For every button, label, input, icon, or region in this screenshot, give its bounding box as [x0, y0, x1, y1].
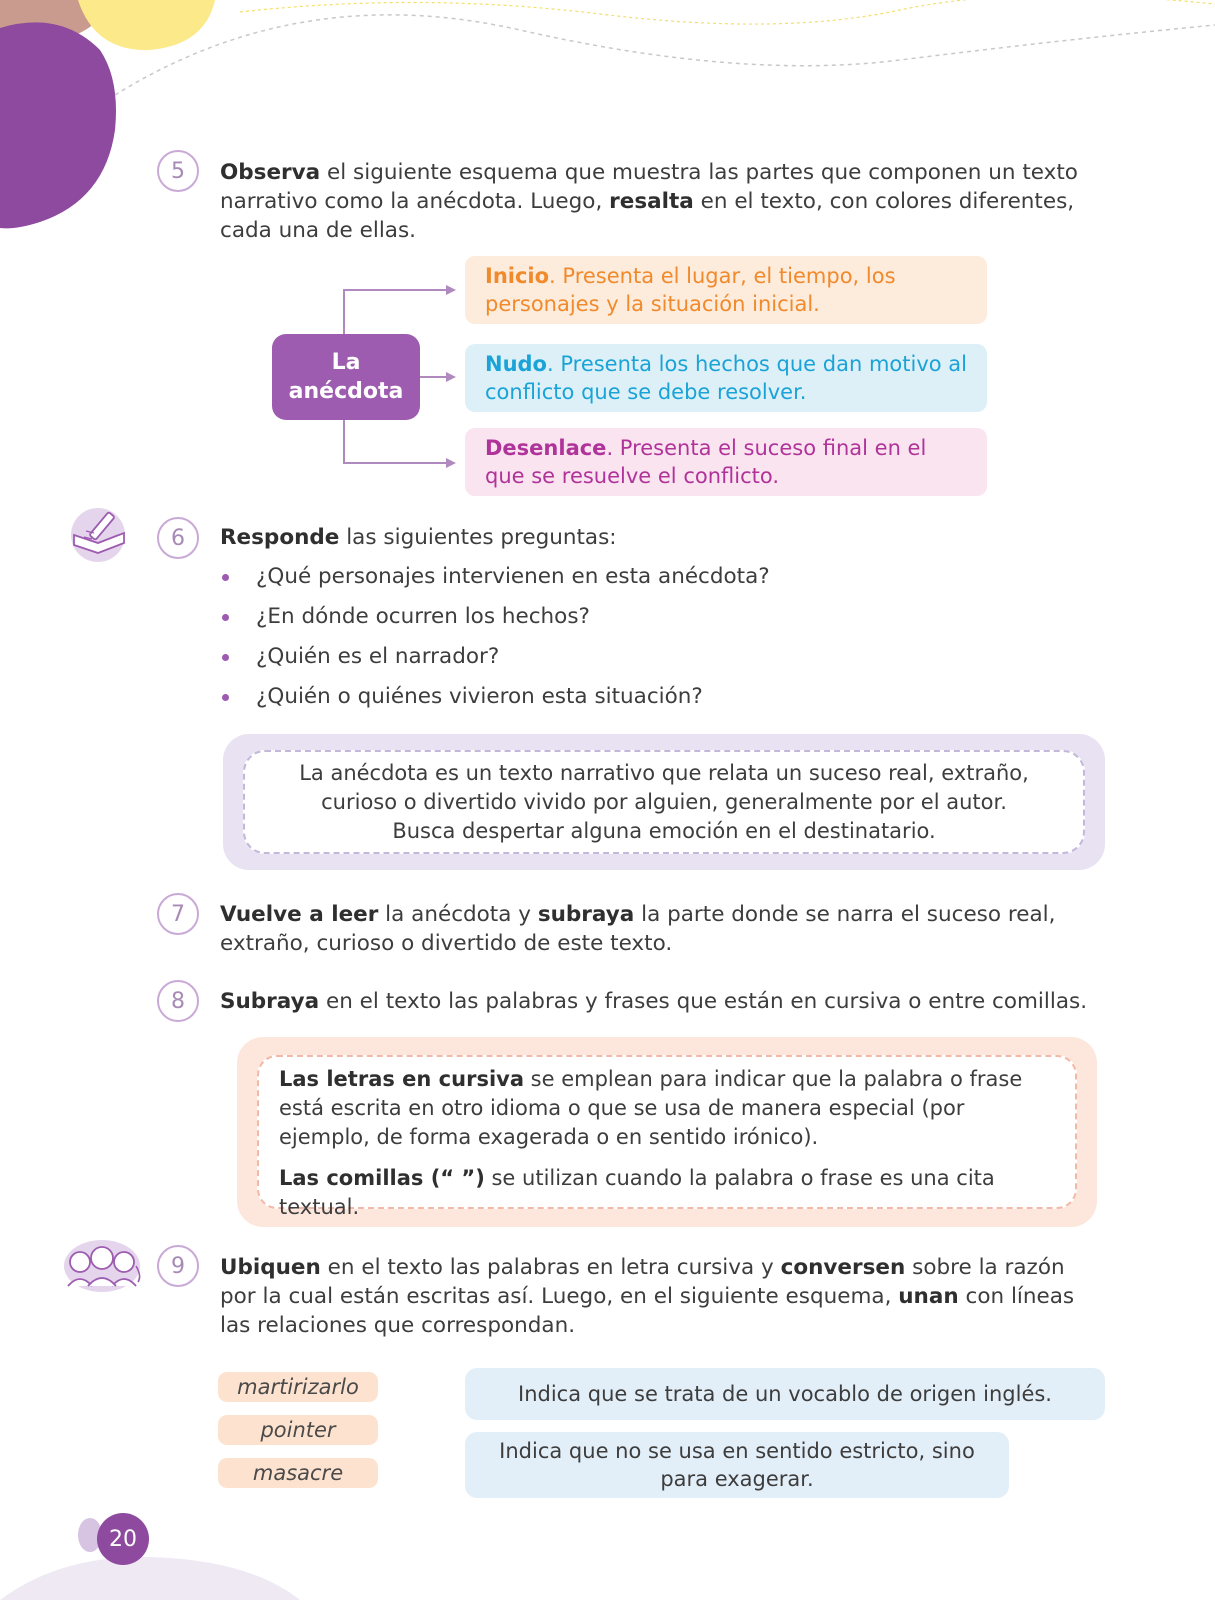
- question-number-7: 7: [157, 893, 199, 935]
- footer-decoration: [0, 1545, 400, 1600]
- question-number-5: 5: [157, 150, 199, 192]
- note-inner: [257, 1055, 1077, 1219]
- question-item-2: ¿En dónde ocurren los hechos?: [256, 604, 590, 629]
- q9-bold-conversen: conversen: [780, 1255, 906, 1280]
- question-number-8: 8: [157, 980, 199, 1022]
- question-item-3: ¿Quién es el narrador?: [256, 644, 500, 669]
- word-martirizarlo[interactable]: martirizarlo: [218, 1372, 378, 1402]
- note-cursiva-bold: Las letras en cursiva: [279, 1067, 524, 1091]
- q8-instruction: [220, 987, 1120, 1016]
- q7-instruction: [220, 900, 1100, 958]
- question-number-6: 6: [157, 517, 199, 559]
- q5-bold-resalta: resalta: [609, 189, 694, 214]
- nudo-title: Nudo: [485, 352, 547, 376]
- q5-instruction: [220, 158, 1100, 245]
- meaning-exaggerate-line2: para exagerar.: [660, 1467, 814, 1491]
- page-number: 20: [97, 1513, 149, 1565]
- definition-line-2: curioso o divertido vivido por alguien, generalmente por el autor.: [321, 790, 1007, 814]
- question-item-4: ¿Quién o quiénes vivieron esta situación?: [256, 684, 703, 709]
- note-comillas-bold: Las comillas (“ ”): [279, 1166, 485, 1190]
- note-paragraph-comillas: [279, 1164, 1059, 1222]
- q9-bold-ubiquen: Ubiquen: [220, 1255, 321, 1280]
- q5-bold-observa: Observa: [220, 160, 321, 185]
- q8-text: en el texto las palabras y frases que están en cursiva o entre comillas.: [319, 989, 1088, 1014]
- q7-text-2: la parte donde se narra el suceso real, extraño, curioso o divertido de este texto.: [220, 902, 1056, 956]
- q9-text-1: en el texto las palabras en letra cursiva y: [320, 1255, 781, 1280]
- question-number-9: 9: [157, 1245, 199, 1287]
- meaning-exaggerate[interactable]: [465, 1432, 1009, 1498]
- meaning-english-origin[interactable]: Indica que se trata de un vocablo de origen inglés.: [465, 1368, 1105, 1420]
- q5-text-2: en el texto, con colores diferentes, cada una de ellas.: [220, 189, 1075, 243]
- q9-instruction: [220, 1253, 1100, 1340]
- q9-text-3: con líneas las relaciones que correspondan.: [220, 1284, 1075, 1338]
- inicio-box: [465, 256, 987, 324]
- desenlace-box: [465, 428, 987, 496]
- desenlace-title: Desenlace: [485, 436, 607, 460]
- definition-line-3: Busca despertar alguna emoción en el destinatario.: [392, 819, 936, 843]
- desenlace-text: . Presenta el suceso final en el que se resuelve el conflicto.: [485, 436, 927, 488]
- note-paragraph-cursiva: [279, 1065, 1059, 1152]
- bullet: [222, 694, 229, 701]
- q7-bold-subraya: subraya: [537, 902, 635, 927]
- bullet: [222, 574, 229, 581]
- diagram-center-box: [272, 334, 420, 420]
- definition-box: [223, 734, 1105, 870]
- group-activity-icon: [60, 1236, 144, 1294]
- note-comillas-text: se utilizan cuando la palabra o frase es una cita textual.: [279, 1166, 995, 1219]
- q5-text-1: el siguiente esquema que muestra las partes que componen un texto narrativo como la anécdota. Luego,: [220, 160, 1078, 214]
- q6-text: las siguientes preguntas:: [339, 525, 617, 550]
- inicio-text: . Presenta el lugar, el tiempo, los personajes y la situación inicial.: [485, 264, 896, 316]
- q7-text-1: la anécdota y: [378, 902, 538, 927]
- nudo-box: [465, 344, 987, 412]
- word-masacre[interactable]: masacre: [218, 1458, 378, 1488]
- definition-inner: [243, 750, 1085, 854]
- bullet: [222, 614, 229, 621]
- center-label-line2: anécdota: [288, 379, 404, 404]
- note-cursiva-text: se emplean para indicar que la palabra o frase está escrita en otro idioma o que se usa de manera especial (por ejemplo, de forma exagerada o en sentido irónico).: [279, 1067, 1023, 1149]
- q7-bold-vuelve: Vuelve a leer: [220, 902, 379, 927]
- writing-activity-icon: [68, 505, 132, 563]
- definition-line-1: La anécdota es un texto narrativo que relata un suceso real, extraño,: [299, 761, 1029, 785]
- q9-bold-unan: unan: [898, 1284, 959, 1309]
- meaning-exaggerate-line1: Indica que no se usa en sentido estricto, sino: [499, 1439, 975, 1463]
- center-label-line1: La: [331, 350, 361, 375]
- nudo-text: . Presenta los hechos que dan motivo al conflicto que se debe resolver.: [485, 352, 967, 404]
- q6-instruction: [220, 523, 1100, 552]
- inicio-title: Inicio: [485, 264, 550, 288]
- bullet: [222, 654, 229, 661]
- q6-bold-responde: Responde: [220, 525, 340, 550]
- word-pointer[interactable]: pointer: [218, 1415, 378, 1445]
- q9-text-2: sobre la razón por la cual están escritas así. Luego, en el siguiente esquema,: [220, 1255, 1065, 1309]
- note-box: [237, 1037, 1097, 1227]
- q8-bold-subraya: Subraya: [220, 989, 320, 1014]
- question-item-1: ¿Qué personajes intervienen en esta anécdota?: [256, 564, 770, 589]
